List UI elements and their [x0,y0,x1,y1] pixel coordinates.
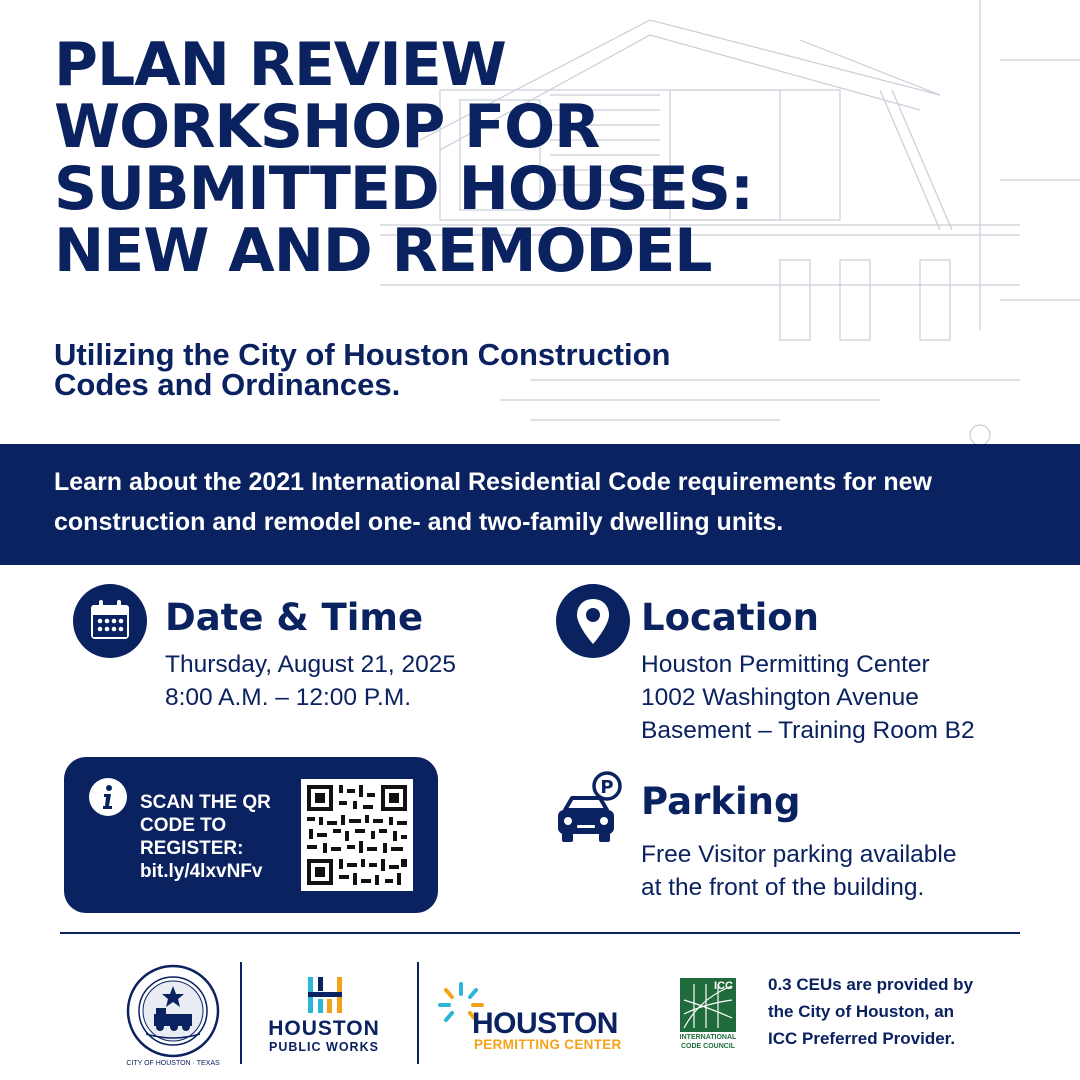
subtitle-line-2: Codes and Ordinances. [54,367,401,402]
register-card[interactable] [64,757,438,913]
permitting-center-name: HOUSTON [472,1007,618,1040]
event-time: 8:00 A.M. – 12:00 P.M. [165,684,412,711]
svg-text:P: P [600,777,614,798]
banner-text: Learn about the 2021 International Residential Code requirements for new construction and remodel one- and two-family dwelling units. [54,468,932,536]
parking-details [641,838,957,904]
parking-line-1: Free Visitor parking available [641,841,957,868]
permitting-center-subtitle: PERMITTING CENTER [474,1037,622,1052]
location-line-1: Houston Permitting Center [641,651,930,678]
icc-logo [680,978,736,1032]
map-pin-icon [556,584,630,658]
credit-line-1: 0.3 CEUs are provided by [768,975,974,994]
city-seal-logo [126,964,220,1058]
icc-name-line-1: INTERNATIONAL [679,1034,737,1041]
register-line-1: SCAN THE QR [140,792,271,813]
subtitle [54,337,854,402]
subtitle-line-1: Utilizing the City of Houston Construction [54,337,671,372]
calendar-icon [73,584,147,658]
ceu-credit-text [768,971,1048,1052]
location-line-3: Basement – Training Room B2 [641,717,975,744]
title-line-4: NEW AND REMODEL [54,216,712,286]
icc-name-line-2: CODE COUNCIL [680,1043,736,1050]
info-icon [88,777,128,817]
event-date: Thursday, August 21, 2025 [165,651,457,678]
credit-line-2: the City of Houston, an [768,1002,955,1021]
qr-code[interactable] [301,779,413,891]
location-line-2: 1002 Washington Avenue [641,684,919,711]
location-heading: Location [641,596,820,639]
public-works-name: HOUSTON [268,1017,380,1040]
register-line-2: CODE TO [140,815,227,836]
register-text [140,791,290,883]
logo-separator-1 [240,962,242,1064]
info-banner [0,444,1080,565]
seal-text: CITY OF HOUSTON · TEXAS [126,1060,220,1067]
credit-line-3: ICC Preferred Provider. [768,1029,956,1048]
date-time-details [165,648,456,714]
page-title [54,30,753,286]
logo-separator-2 [417,962,419,1064]
footer-divider [60,932,1020,934]
parking-heading: Parking [641,780,801,823]
title-line-1: PLAN REVIEW [54,30,506,100]
register-link[interactable]: bit.ly/4lxvNFv [140,861,263,882]
date-time-heading: Date & Time [165,596,424,639]
icc-short-label: ICC [714,980,733,992]
location-details [641,648,975,747]
title-line-3: SUBMITTED HOUSES: [54,154,753,224]
register-line-3: REGISTER: [140,838,244,859]
public-works-subtitle: PUBLIC WORKS [269,1040,379,1054]
car-parking-icon [553,768,633,846]
title-line-2: WORKSHOP FOR [54,92,600,162]
public-works-logo-mark [306,975,344,1015]
parking-line-2: at the front of the building. [641,874,925,901]
